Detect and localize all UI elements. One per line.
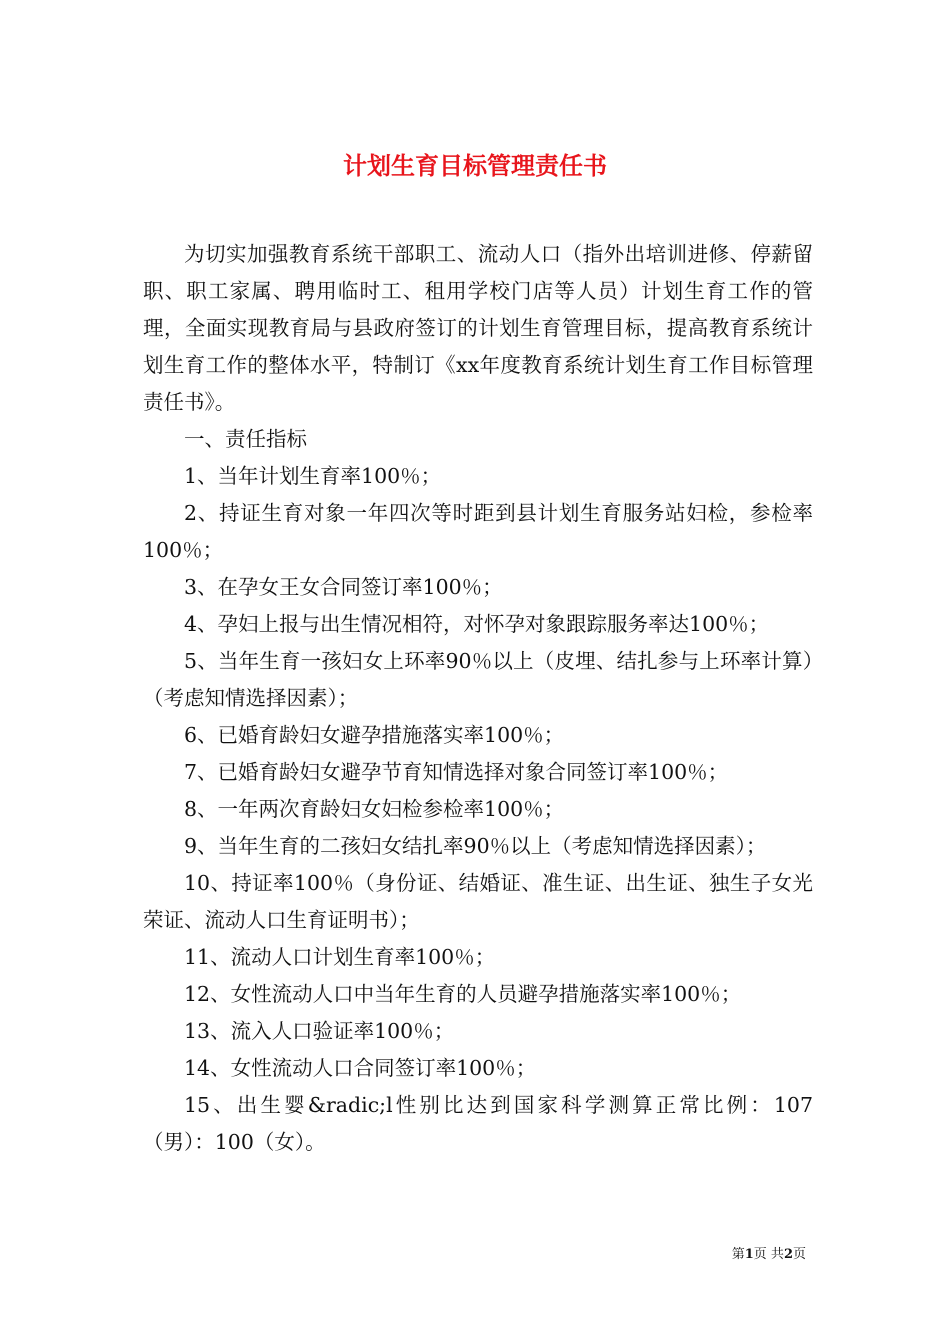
list-item: 6、已婚育龄妇女避孕措施落实率100％； <box>184 723 565 747</box>
list-item: 15、出生婴&radic;l性别比达到国家科学测算正常比例：107（男）：100（女）。 <box>143 1093 813 1154</box>
total-pages-number: 2 <box>783 1247 793 1262</box>
list-item: 3、在孕女王女合同签订率100％； <box>184 575 503 599</box>
list-item: 9、当年生育的二孩妇女结扎率90％以上（考虑知情选择因素）； <box>184 834 767 858</box>
section-heading: 一、责任指标 <box>184 427 307 451</box>
current-page-number: 1 <box>744 1247 754 1262</box>
list-item: 13、流入人口验证率100％； <box>184 1019 455 1043</box>
intro-paragraph: 为切实加强教育系统干部职工、流动人口（指外出培训进修、停薪留职、职工家属、聘用临时工、租用学校门店等人员）计划生育工作的管理，全面实现教育局与县政府签订的计划生育管理目标，提高教育系统计划生育工作的整体水平，特制订《xx年度教育系统计划生育工作目标管理责任书》。 <box>143 242 813 414</box>
list-item: 14、女性流动人口合同签订率100％； <box>184 1056 537 1080</box>
list-item: 11、流动人口计划生育率100％； <box>184 945 496 969</box>
document-title: 计划生育目标管理责任书 <box>343 151 607 181</box>
footer-prefix: 第 <box>731 1247 745 1262</box>
list-item: 4、孕妇上报与出生情况相符，对怀孕对象跟踪服务率达100％； <box>184 612 770 636</box>
list-item: 10、持证率100％（身份证、结婚证、准生证、出生证、独生子女光荣证、流动人口生育证明书）； <box>143 871 813 932</box>
list-item: 8、一年两次育龄妇女妇检参检率100％； <box>184 797 565 821</box>
list-item: 5、当年生育一孩妇女上环率90％以上（皮埋、结扎参与上环率计算）（考虑知情选择因素）； <box>143 649 813 710</box>
list-item: 2、持证生育对象一年四次等时距到县计划生育服务站妇检，参检率100％； <box>143 501 813 562</box>
list-item: 12、女性流动人口中当年生育的人员避孕措施落实率100％； <box>184 982 742 1006</box>
document-body <box>143 236 813 1161</box>
footer-suffix: 页 <box>792 1247 806 1262</box>
list-item: 7、已婚育龄妇女避孕节育知情选择对象合同签订率100％； <box>184 760 729 784</box>
list-item: 1、当年计划生育率100％； <box>184 464 442 488</box>
footer-middle: 页 共 <box>753 1247 784 1262</box>
page-number-footer <box>732 1246 806 1264</box>
